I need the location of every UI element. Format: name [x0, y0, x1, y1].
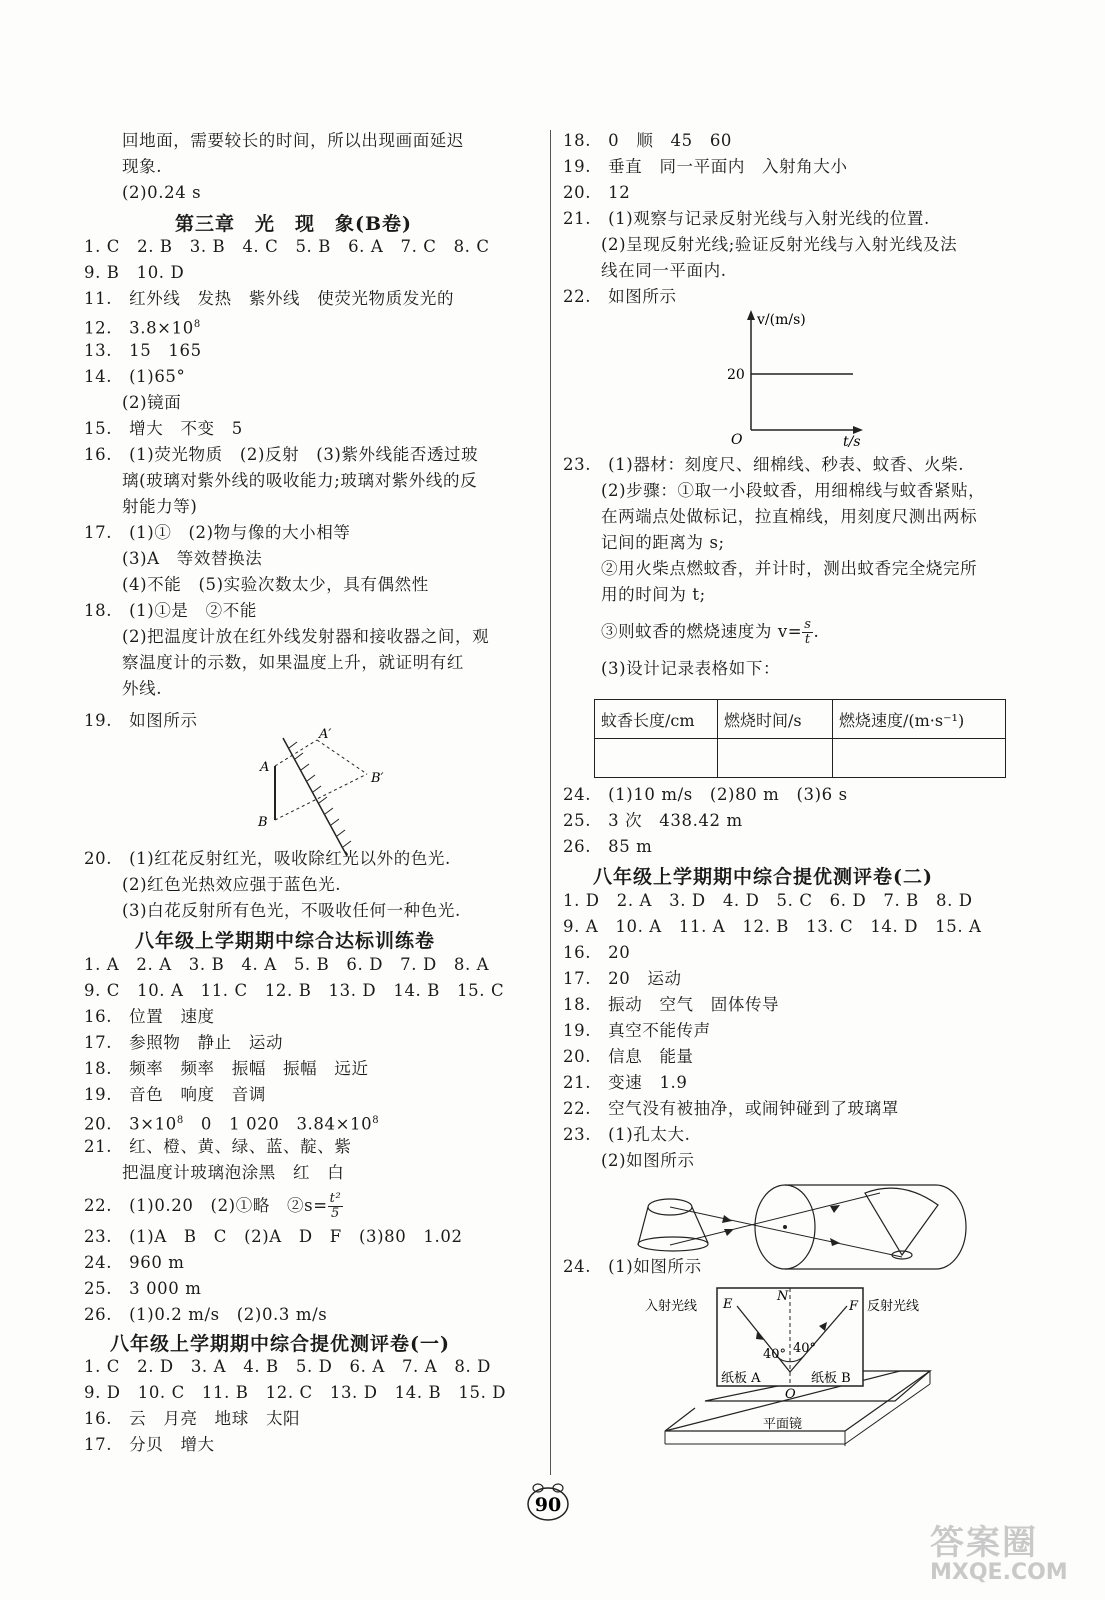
answer-line: 9. D 10. C 11. B 12. C 13. D 14. B 15. D [84, 1383, 507, 1402]
answer-line [601, 618, 819, 647]
table-cell [595, 739, 718, 778]
label-A-prime: A′ [319, 727, 332, 742]
label-board-B: 纸板 B [811, 1371, 851, 1386]
answer-line: 25. 3 次 438.42 m [563, 811, 743, 830]
answer-text: ③则蚊香的燃烧速度为 v= [601, 622, 803, 641]
answer-line: 23. (1)孔太大. [563, 1125, 691, 1144]
label-angle-reflection: 40° [793, 1341, 817, 1356]
velocity-time-graph [725, 308, 885, 448]
answer-line: 20. 信息 能量 [563, 1047, 694, 1066]
answer-line: 23. (1)器材：刻度尺、细棉线、秒表、蚊香、火柴. [563, 455, 965, 474]
answer-line: 16. 20 [563, 943, 631, 962]
answer-line: 11. 红外线 发热 紫外线 使荧光物质发光的 [84, 289, 455, 308]
answer-line: 线在同一平面内. [601, 261, 727, 280]
answer-line: 21. 红、橙、黄、绿、蓝、靛、紫 [84, 1137, 352, 1156]
answer-line: 18. 振动 空气 固体传导 [563, 995, 780, 1014]
answer-line: 23. (1)A B C (2)A D F (3)80 1.02 [84, 1227, 463, 1246]
text-line: 回地面，需要较长的时间，所以出现画面延迟 [122, 131, 464, 150]
answer-line: 用的时间为 t; [601, 585, 706, 604]
answer-line: 26. 85 m [563, 837, 653, 856]
graph-value-label: 20 [727, 367, 745, 383]
answer-line: 24. 960 m [84, 1253, 185, 1272]
answer-text: 22. (1)0.20 (2)①略 ②s= [84, 1196, 328, 1215]
label-incident-ray: 入射光线 [645, 1299, 698, 1314]
text-line: (2)0.24 s [122, 183, 202, 202]
table-header-cell: 燃烧速度/(m·s⁻¹) [833, 700, 1006, 739]
answer-text: 12. 3.8×10 [84, 318, 194, 338]
table-row [595, 739, 1006, 778]
answer-line: 16. 云 月亮 地球 太阳 [84, 1409, 301, 1428]
answer-line: 记间的距离为 s; [601, 533, 725, 552]
answer-line: 22. 空气没有被抽净，或闹钟碰到了玻璃罩 [563, 1099, 899, 1118]
answer-line: 20. 12 [563, 183, 631, 202]
section-heading: 第三章 光 现 象(B卷) [175, 213, 413, 235]
answer-line: 18. 0 顺 45 60 [563, 131, 733, 150]
answer-line: 9. C 10. A 11. C 12. B 13. D 14. B 15. C [84, 981, 505, 1000]
label-B-prime: B′ [371, 771, 384, 786]
label-mirror: 平面镜 [763, 1417, 803, 1432]
watermark [930, 1515, 1068, 1585]
answer-line: 15. 增大 不变 5 [84, 419, 243, 438]
answer-line: 22. 如图所示 [563, 287, 677, 306]
answer-line: (3)设计记录表格如下： [601, 659, 781, 678]
answer-line: 19. 垂直 同一平面内 入射角大小 [563, 157, 848, 176]
denominator: 5 [331, 1206, 340, 1221]
answer-line: 25. 3 000 m [84, 1279, 202, 1298]
answer-line: 19. 如图所示 [84, 711, 198, 730]
watermark-logo: 答案圈 [930, 1523, 1038, 1563]
graph-x-label: t/s [843, 434, 861, 450]
exponent: 8 [176, 1115, 184, 1126]
record-table [594, 699, 1006, 778]
answer-line: 26. (1)0.2 m/s (2)0.3 m/s [84, 1305, 328, 1324]
answer-line: 1. D 2. A 3. D 4. D 5. C 6. D 7. B 8. D [563, 891, 973, 910]
exponent: 8 [372, 1115, 380, 1126]
answer-line: 18. (1)①是 ②不能 [84, 601, 257, 620]
answer-text: 20. 3×10 [84, 1114, 177, 1134]
answer-line: 射能力等) [122, 497, 198, 516]
answer-line: 20. (1)红花反射红光，吸收除红光以外的色光. [84, 849, 451, 868]
label-A: A [260, 760, 270, 775]
text-line: 现象. [122, 157, 163, 176]
answer-line: (4)不能 (5)实验次数太少，具有偶然性 [122, 575, 429, 594]
answer-line: 24. (1)如图所示 [563, 1257, 702, 1276]
mirror-image-figure [255, 727, 415, 858]
answer-line: 1. C 2. D 3. A 4. B 5. D 6. A 7. A 8. D [84, 1357, 491, 1376]
answer-line: ②用火柴点燃蚊香，并计时，测出蚊香完全烧完所 [601, 559, 978, 578]
answer-line: (2)呈现反射光线;验证反射光线与入射光线及法 [601, 235, 958, 254]
label-F: F [849, 1299, 859, 1314]
denominator: t [804, 632, 811, 647]
label-E: E [723, 1297, 733, 1312]
answer-line: 9. A 10. A 11. A 12. B 13. C 14. D 15. A [563, 917, 982, 936]
section-heading: 八年级上学期期中综合提优测评卷(二) [593, 866, 933, 888]
numerator: t² [329, 1191, 342, 1206]
answer-line: 察温度计的示数，如果温度上升，就证明有红 [122, 653, 464, 672]
answer-line: (2)如图所示 [601, 1151, 695, 1170]
answer-line: (3)白花反射所有色光，不吸收任何一种色光. [122, 901, 461, 920]
label-angle-incidence: 40° [763, 1347, 787, 1362]
exponent: 8 [193, 319, 201, 330]
answer-line: 9. B 10. D [84, 263, 185, 282]
label-B: B [258, 815, 268, 830]
answer-line: (3)A 等效替换法 [122, 549, 263, 568]
answer-line: 19. 音色 响度 音调 [84, 1085, 266, 1104]
table-cell [718, 739, 833, 778]
answer-line: (2)镜面 [122, 393, 182, 412]
answer-line: 16. (1)荧光物质 (2)反射 (3)紫外线能否透过玻 [84, 445, 479, 464]
answer-line: 17. 参照物 静止 运动 [84, 1033, 284, 1052]
answer-line: 18. 频率 频率 振幅 振幅 远近 [84, 1059, 369, 1078]
label-reflected-ray: 反射光线 [867, 1299, 920, 1314]
fraction [328, 1192, 344, 1221]
answer-line [84, 1192, 343, 1221]
answer-line: 1. C 2. B 3. B 4. C 5. B 6. A 7. C 8. C [84, 237, 490, 256]
answer-line: 1. A 2. A 3. B 4. A 5. B 6. D 7. D 8. A [84, 955, 490, 974]
table-header-cell: 蚊香长度/cm [595, 700, 718, 739]
answer-line: (2)把温度计放在红外线发射器和接收器之间，观 [122, 627, 490, 646]
fraction [802, 618, 813, 647]
answer-line: 外线. [122, 679, 163, 698]
answer-line: 13. 15 165 [84, 341, 202, 360]
graph-y-label: v/(m/s) [757, 312, 806, 328]
answer-line: 14. (1)65° [84, 367, 186, 386]
answer-line: 17. 分贝 增大 [84, 1435, 215, 1454]
answer-line: (2)步骤：①取一小段蚊香，用细棉线与蚊香紧贴， [601, 481, 986, 500]
answer-line: 21. (1)观察与记录反射光线与入射光线的位置. [563, 209, 930, 228]
answer-line: 16. 位置 速度 [84, 1007, 215, 1026]
section-heading: 八年级上学期期中综合达标训练卷 [135, 930, 436, 952]
answer-line: 21. 变速 1.9 [563, 1073, 688, 1092]
column-divider [550, 130, 551, 1475]
graph-origin: O [731, 432, 743, 448]
answer-text: . [813, 622, 820, 641]
answer-line [84, 1110, 379, 1136]
answer-line: 把温度计玻璃泡涂黑 红 白 [122, 1163, 345, 1182]
label-board-A: 纸板 A [721, 1371, 761, 1386]
table-header-cell: 燃烧时间/s [718, 700, 833, 739]
answer-line [84, 314, 201, 340]
answer-line: 17. (1)① (2)物与像的大小相等 [84, 523, 351, 542]
section-heading: 八年级上学期期中综合提优测评卷(一) [110, 1333, 450, 1355]
watermark-url: MXQE.COM [930, 1560, 1068, 1585]
table-row [595, 700, 1006, 739]
label-N: N [777, 1289, 789, 1304]
answer-text: 0 1 020 3.84×10 [183, 1114, 373, 1134]
page-number-badge [518, 1480, 578, 1524]
numerator: s [804, 617, 812, 632]
label-O: O [785, 1387, 796, 1402]
answer-line: 24. (1)10 m/s (2)80 m (3)6 s [563, 785, 848, 804]
table-cell [833, 739, 1006, 778]
page-number: 90 [534, 1494, 562, 1516]
answer-line: 在两端点处做标记，拉直棉线，用刻度尺测出两标 [601, 507, 978, 526]
answer-line: 19. 真空不能传声 [563, 1021, 711, 1040]
reflection-experiment-figure [645, 1286, 975, 1456]
answer-line: (2)红色光热效应强于蓝色光. [122, 875, 342, 894]
answer-line: 璃(玻璃对紫外线的吸收能力;玻璃对紫外线的反 [122, 471, 478, 490]
answer-line: 17. 20 运动 [563, 969, 682, 988]
